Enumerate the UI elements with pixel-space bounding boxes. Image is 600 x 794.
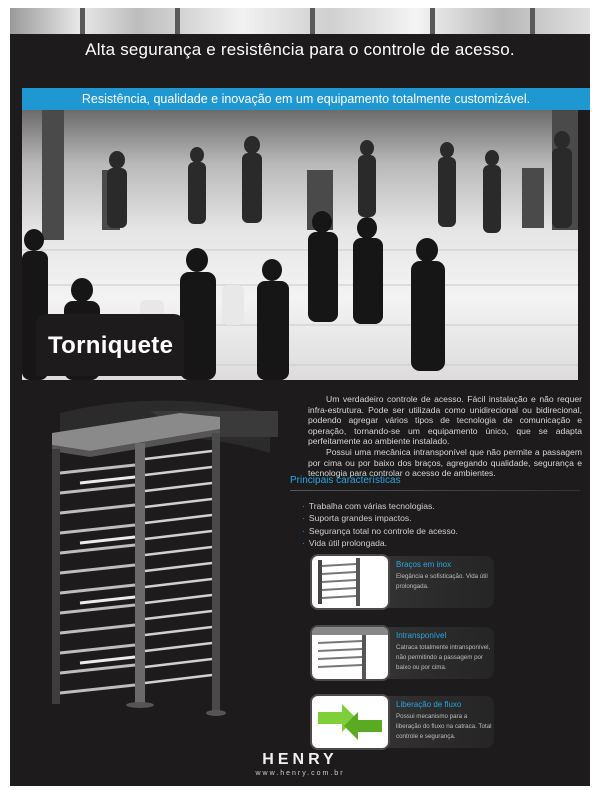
stainless-arms-thumbnail [310, 554, 390, 610]
card-text: Catraca totalmente intransponível, não permitindo a passagem por baixo ou por cima. [396, 644, 491, 671]
flow-arrows-thumbnail [310, 694, 390, 750]
card-text: Possui mecanismo para a liberação do fluxo na catraca. Total controle e segurança. [396, 713, 492, 740]
card-text: Elegância e sofisticação. Vida útil prolongada. [396, 573, 488, 590]
tagline-band [22, 88, 590, 110]
headline: Alta segurança e resistência para o controle de acesso. [85, 40, 515, 59]
brand-name: HENRY [262, 751, 338, 768]
features-divider [290, 490, 580, 491]
brand-url[interactable]: www.henry.com.br [255, 770, 345, 777]
brand-logo [10, 751, 590, 777]
product-description [308, 394, 582, 479]
description-paragraph-1: Um verdadeiro controle de acesso. Fácil instalação e não requer infra-estrutura. Pode ser utilizada como unidirecional ou bidirecional, podendo agregar vários tipos de tecnologia de comunicação e operação, tornando-se um equipamento único, que se adapta perfeitamente ao ambiente instalado. [308, 394, 582, 447]
card-title: Liberação de fluxo [396, 700, 462, 709]
turnstile-illustration [40, 393, 280, 728]
poster [10, 8, 590, 786]
features-title: Principais características [290, 475, 401, 486]
bullet-icon: · [302, 538, 305, 549]
impassable-thumbnail [310, 625, 390, 681]
bullet-icon: · [302, 513, 305, 524]
list-item: · Suporta grandes impactos. [302, 513, 412, 524]
feature-card-stainless-arms [310, 554, 494, 610]
description-paragraph-2: Possui uma mecânica intransponível que não permite a passagem por cima ou por baixo dos braços, agregando qualidade, segurança e tecnologia para controlar o acesso de ambientes. [308, 446, 582, 479]
bullet-icon: · [302, 525, 305, 536]
list-item: · Segurança total no controle de acesso. [302, 525, 458, 536]
ceiling-photo-strip [10, 8, 590, 34]
feature-card-impassable [310, 625, 494, 681]
tagline: Resistência, qualidade e inovação em um equipamento totalmente customizável. [81, 92, 531, 106]
product-title-tab [36, 314, 184, 376]
feature-card-flow-release [310, 694, 494, 750]
product-title: Torniquete [48, 332, 174, 359]
card-title: Intransponível [396, 631, 447, 640]
bullet-icon: · [302, 501, 305, 511]
list-item: · Vida útil prolongada. [302, 538, 388, 549]
list-item: · Trabalha com várias tecnologias. [302, 501, 435, 511]
card-title: Braços em inox [396, 560, 452, 569]
features-list [302, 500, 458, 550]
